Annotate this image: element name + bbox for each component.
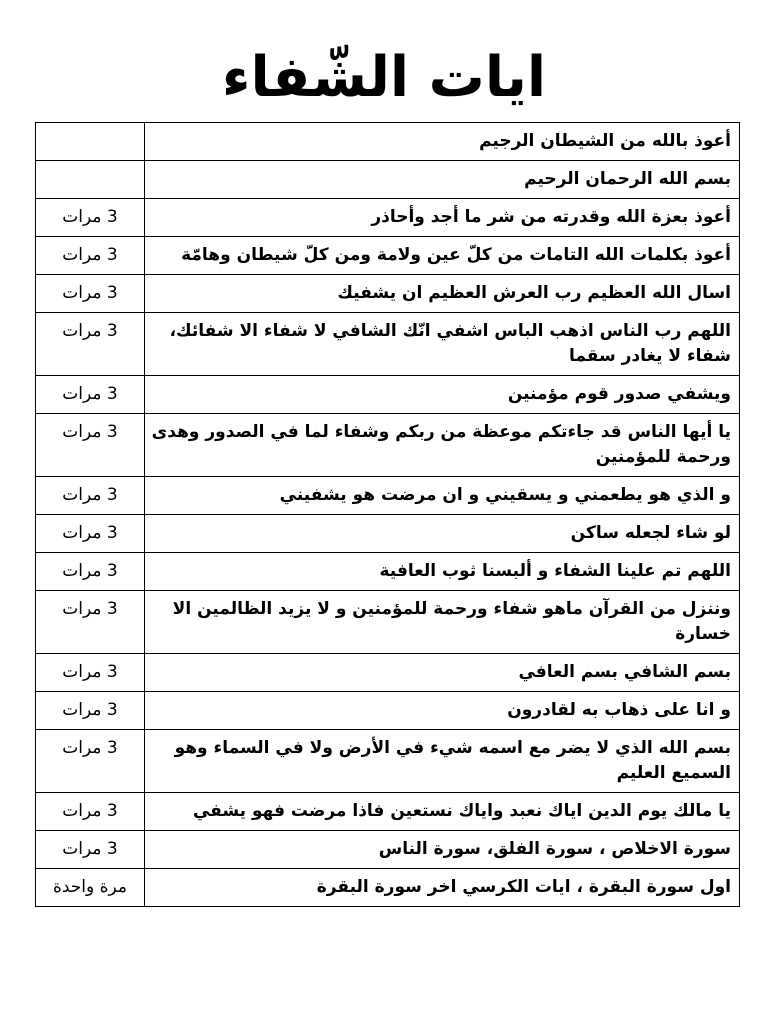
prayer-text-cell: بسم الله الرحمان الرحيم [145, 161, 740, 199]
repeat-count-cell [36, 123, 145, 161]
page-title: ايات الشّفاء [221, 45, 547, 110]
table-row [36, 123, 740, 161]
repeat-count-cell: 3 مرات [36, 654, 145, 692]
table-row [36, 414, 740, 477]
prayers-table-container [35, 122, 732, 907]
repeat-count-cell: 3 مرات [36, 313, 145, 376]
repeat-count-cell: 3 مرات [36, 553, 145, 591]
repeat-count-cell [36, 161, 145, 199]
prayer-text-cell: و انا على ذهاب به لقادرون [145, 692, 740, 730]
prayer-text-cell: اللهم رب الناس اذهب الباس اشفي انّك الشافي لا شفاء الا شفائك، شفاء لا يغادر سقما [145, 313, 740, 376]
prayer-text-cell: بسم الله الذي لا يضر مع اسمه شيء في الأرض ولا في السماء وهو السميع العليم [145, 730, 740, 793]
repeat-count-cell: 3 مرات [36, 376, 145, 414]
prayer-text-cell: أعوذ بالله من الشيطان الرجيم [145, 123, 740, 161]
prayer-text-cell: لو شاء لجعله ساكن [145, 515, 740, 553]
prayers-table [35, 122, 740, 907]
repeat-count-cell: 3 مرات [36, 275, 145, 313]
repeat-count-cell: 3 مرات [36, 730, 145, 793]
table-row [36, 793, 740, 831]
repeat-count-cell: 3 مرات [36, 237, 145, 275]
table-row [36, 654, 740, 692]
table-row [36, 477, 740, 515]
repeat-count-cell: 3 مرات [36, 591, 145, 654]
prayer-text-cell: و الذي هو يطعمني و يسقيني و ان مرضت هو يشفيني [145, 477, 740, 515]
table-row [36, 692, 740, 730]
repeat-count-cell: 3 مرات [36, 414, 145, 477]
table-row [36, 730, 740, 793]
table-row [36, 376, 740, 414]
table-row [36, 313, 740, 376]
prayer-text-cell: بسم الشافي بسم العافي [145, 654, 740, 692]
table-row [36, 515, 740, 553]
table-row [36, 831, 740, 869]
prayer-text-cell: اول سورة البقرة ، ايات الكرسي اخر سورة البقرة [145, 869, 740, 907]
repeat-count-cell: 3 مرات [36, 477, 145, 515]
prayer-text-cell: سورة الاخلاص ، سورة الفلق، سورة الناس [145, 831, 740, 869]
repeat-count-cell: 3 مرات [36, 515, 145, 553]
prayer-text-cell: وننزل من القرآن ماهو شفاء ورحمة للمؤمنين و لا يزيد الظالمين الا خسارة [145, 591, 740, 654]
prayers-table-body [36, 123, 740, 907]
prayer-text-cell: اللهم تم علينا الشفاء و ألبسنا ثوب العافية [145, 553, 740, 591]
repeat-count-cell: 3 مرات [36, 793, 145, 831]
table-row [36, 591, 740, 654]
prayer-text-cell: ويشفي صدور قوم مؤمنين [145, 376, 740, 414]
table-row [36, 275, 740, 313]
prayer-text-cell: اسال الله العظيم رب العرش العظيم ان يشفيك [145, 275, 740, 313]
table-row [36, 237, 740, 275]
prayer-text-cell: أعوذ بعزة الله وقدرته من شر ما أجد وأحاذر [145, 199, 740, 237]
prayer-text-cell: يا مالك يوم الدين اياك نعبد واياك نستعين فاذا مرضت فهو يشفي [145, 793, 740, 831]
repeat-count-cell: مرة واحدة [36, 869, 145, 907]
repeat-count-cell: 3 مرات [36, 692, 145, 730]
table-row [36, 161, 740, 199]
table-row [36, 199, 740, 237]
prayer-text-cell: أعوذ بكلمات الله التامات من كلّ عين ولامة ومن كلّ شيطان وهامّة [145, 237, 740, 275]
table-row [36, 869, 740, 907]
repeat-count-cell: 3 مرات [36, 199, 145, 237]
table-row [36, 553, 740, 591]
prayer-text-cell: يا أيها الناس قد جاءتكم موعظة من ربكم وشفاء لما في الصدور وهدى ورحمة للمؤمنين [145, 414, 740, 477]
repeat-count-cell: 3 مرات [36, 831, 145, 869]
